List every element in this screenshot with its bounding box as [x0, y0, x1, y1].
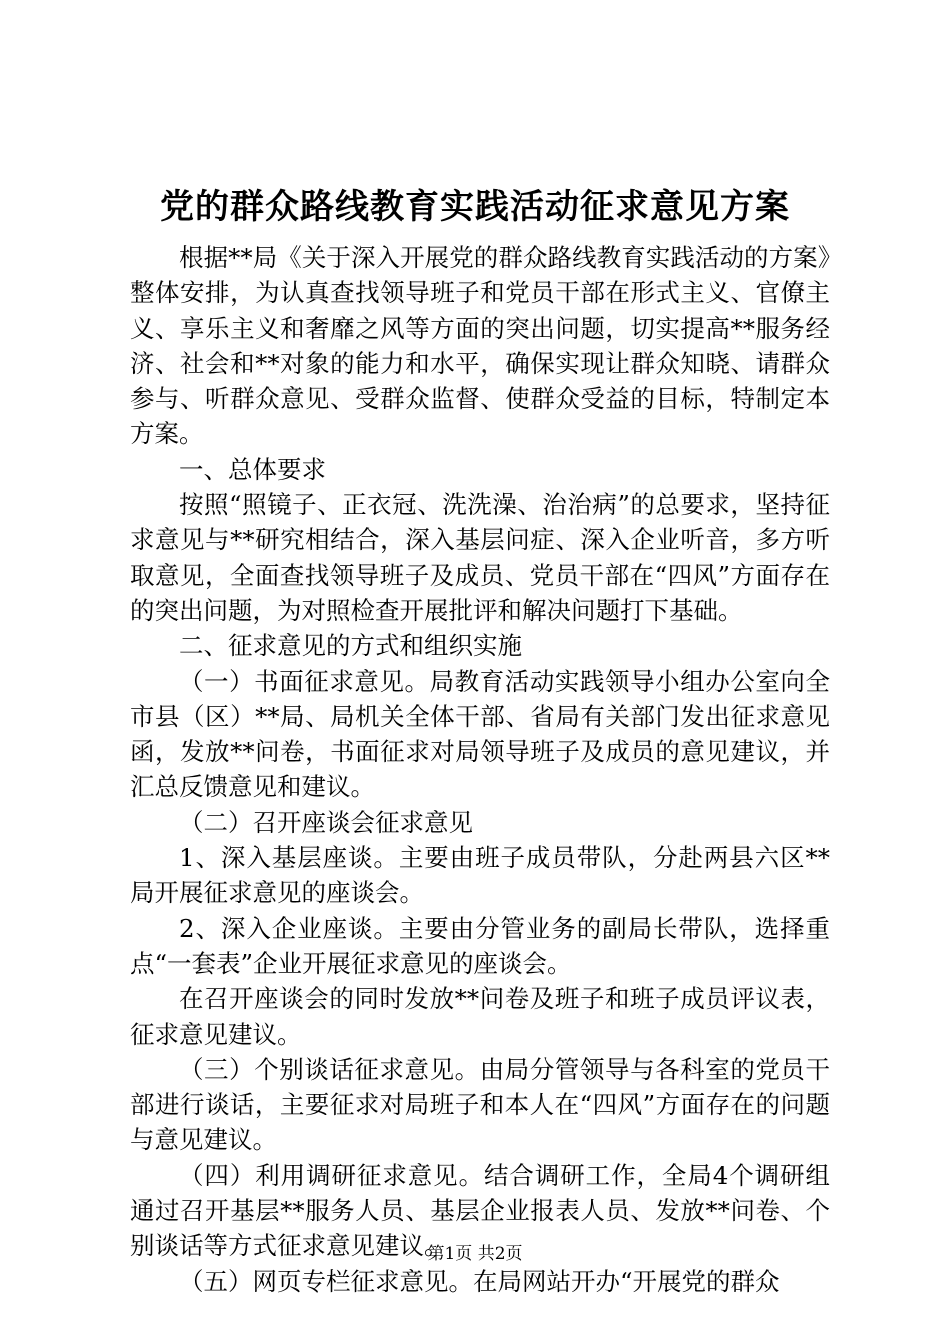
paragraph-research: （四）利用调研征求意见。结合调研工作，全局4个调研组通过召开基层**服务人员、基层企业报表人员、发放**问卷、个别谈话等方式征求意见建议。	[130, 1160, 830, 1261]
paragraph-written-opinions: （一）书面征求意见。局教育活动实践领导小组办公室向全市县（区）**局、局机关全体干部、省局有关部门发出征求意见函，发放**问卷，书面征求对局领导班子及成员的意见建议，并汇总反馈意见和建议。	[130, 666, 830, 802]
page-footer: 第1页 共2页	[427, 1244, 523, 1264]
document-body	[130, 240, 830, 1299]
paragraph-general-requirements: 按照“照镜子、正衣冠、洗洗澡、治治病”的总要求，坚持征求意见与**研究相结合，深入基层问症、深入企业听音，多方听取意见，全面查找领导班子及成员、党员干部在“四风”方面存在的突出问题，为对照检查开展批评和解决问题打下基础。	[130, 490, 830, 625]
paragraph-enterprise-symposium: 2、深入企业座谈。主要由分管业务的副局长带队，选择重点“一套表”企业开展征求意见的座谈会。	[130, 913, 830, 978]
paragraph-web-column: （五）网页专栏征求意见。在局网站开办“开展党的群众	[179, 1266, 780, 1296]
intro-paragraph: 根据**局《关于深入开展党的群众路线教育实践活动的方案》整体安排，为认真查找领导班子和党员干部在形式主义、官僚主义、享乐主义和奢靡之风等方面的突出问题，切实提高**服务经济、社会和**对象的能力和水平，确保实现让群众知晓、请群众参与、听群众意见、受群众监督、使群众受益的目标，特制定本方案。	[130, 243, 830, 449]
section-heading-1: 一、总体要求	[179, 454, 326, 484]
document-title: 党的群众路线教育实践活动征求意见方案	[160, 187, 790, 227]
paragraph-questionnaire: 在召开座谈会的同时发放**问卷及班子和班子成员评议表，征求意见建议。	[130, 984, 830, 1049]
subheading-symposium: （二）召开座谈会征求意见	[179, 807, 473, 837]
paragraph-individual-talks: （三）个别谈话征求意见。由局分管领导与各科室的党员干部进行谈话，主要征求对局班子和本人在“四风”方面存在的问题与意见建议。	[130, 1054, 830, 1155]
paragraph-grassroots-symposium: 1、深入基层座谈。主要由班子成员带队，分赴两县六区**局开展征求意见的座谈会。	[130, 843, 830, 908]
section-heading-2: 二、征求意见的方式和组织实施	[179, 631, 522, 661]
